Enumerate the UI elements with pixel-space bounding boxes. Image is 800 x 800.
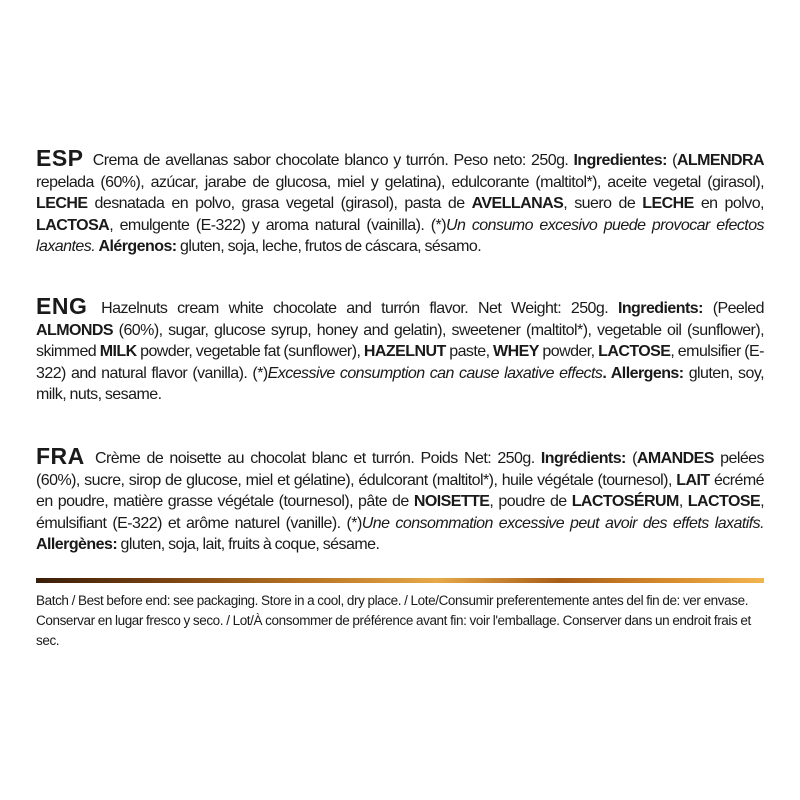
text-segment: , poudre de: [489, 493, 567, 510]
warning-italic: Un consumo excesivo puede provocar efectos laxantes.: [36, 216, 764, 255]
language-code: ESP: [36, 145, 84, 171]
allergen-highlight: AMANDES: [636, 450, 714, 467]
text-segment: en polvo,: [700, 195, 764, 212]
text-segment-bold: Ingredientes:: [573, 152, 667, 169]
allergen-highlight: ALMONDS: [36, 321, 114, 339]
text-segment: , suero de: [563, 195, 636, 212]
allergen-highlight: WHEY: [493, 343, 539, 360]
allergen-highlight: LACTOSE: [687, 493, 761, 510]
text-segment: (: [632, 450, 637, 467]
language-code: ENG: [36, 293, 88, 319]
text-segment: powder, vegetable fat (sunflower),: [140, 343, 361, 360]
allergen-highlight: MILK: [99, 343, 137, 360]
text-segment: repelada (60%), azúcar, jarabe de glucosa, miel y gelatina), edulcorante (maltitol*), aceite vegetal (girasol),: [36, 173, 764, 191]
text-segment: , émulsifiant (E-322) et arôme naturel (vanille). (*): [36, 493, 764, 532]
text-segment: (: [672, 152, 677, 169]
allergen-highlight: LACTOSA: [36, 216, 110, 234]
text-segment: powder,: [542, 343, 595, 360]
text-segment: Crème de noisette au chocolat blanc et turrón. Poids Net: 250g.: [95, 450, 535, 467]
text-segment: , emulsifier (E-322) and natural flavor (vanilla). (*): [36, 343, 764, 382]
allergen-highlight: NOISETTE: [413, 493, 490, 510]
allergen-highlight: LECHE: [642, 195, 694, 212]
allergen-highlight: LECHE: [36, 195, 88, 212]
allergens-list: gluten, soja, lait, fruits à coque, sésame.: [120, 536, 380, 553]
allergen-highlight: LAIT: [676, 471, 710, 489]
text-segment-bold: Ingrédients:: [540, 450, 626, 467]
text-segment: écrémé en poudre, matière grasse végétale (tournesol), pâte de: [36, 471, 764, 510]
english-section: [36, 293, 764, 406]
text-segment: ,: [678, 493, 683, 510]
warning-italic: Une consommation excessive peut avoir des effets laxatifs.: [361, 514, 764, 532]
text-segment: , emulgente (E-322) y aroma natural (vainilla). (*): [109, 216, 447, 234]
french-section: [36, 443, 764, 556]
allergens-label: Alérgenos:: [98, 238, 177, 255]
allergens-list: gluten, soja, leche, frutos de cáscara, sésamo.: [179, 238, 482, 255]
allergen-highlight: HAZELNUT: [363, 343, 446, 360]
allergens-label: Allergènes:: [36, 536, 118, 553]
spanish-section: [36, 145, 764, 258]
allergen-highlight: ALMENDRA: [676, 152, 764, 169]
text-segment: paste,: [449, 343, 490, 360]
text-segment: (Peeled: [712, 300, 764, 317]
text-segment: Hazelnuts cream white chocolate and turrón flavor. Net Weight: 250g.: [101, 300, 609, 317]
allergens-list: gluten, soy, milk, nuts, sesame.: [36, 364, 764, 403]
text-segment: Crema de avellanas sabor chocolate blanco y turrón. Peso neto: 250g.: [92, 152, 569, 169]
text-segment: pelées (60%), sucre, sirop de glucose, miel et gélatine), édulcorant (maltitol*), huile végétale (tournesol),: [36, 450, 764, 489]
language-code: FRA: [36, 443, 85, 469]
text-segment: desnatada en polvo, grasa vegetal (girasol), pasta de: [94, 195, 465, 212]
gradient-divider: [36, 578, 764, 583]
text-segment: (60%), sugar, glucose syrup, honey and gelatin), sweetener (maltitol*), vegetable oil (sunflower), skimmed: [36, 321, 764, 360]
text-segment-bold: Ingredients:: [617, 300, 703, 317]
warning-italic: Excessive consumption can cause laxative effects: [267, 364, 603, 382]
allergen-highlight: LACTOSE: [598, 343, 671, 360]
allergen-highlight: LACTOSÉRUM: [571, 493, 679, 510]
allergen-highlight: AVELLANAS: [471, 195, 564, 212]
storage-note: Batch / Best before end: see packaging. Store in a cool, dry place. / Lote/Consumir preferentemente antes del fin de: ver envase. Conservar en lugar fresco y seco. / Lot/À consommer de préférence avant fin: voir l'emballage. Conserver dans un endroit frais et sec.: [36, 593, 751, 648]
allergens-label: . Allergens:: [602, 364, 684, 382]
